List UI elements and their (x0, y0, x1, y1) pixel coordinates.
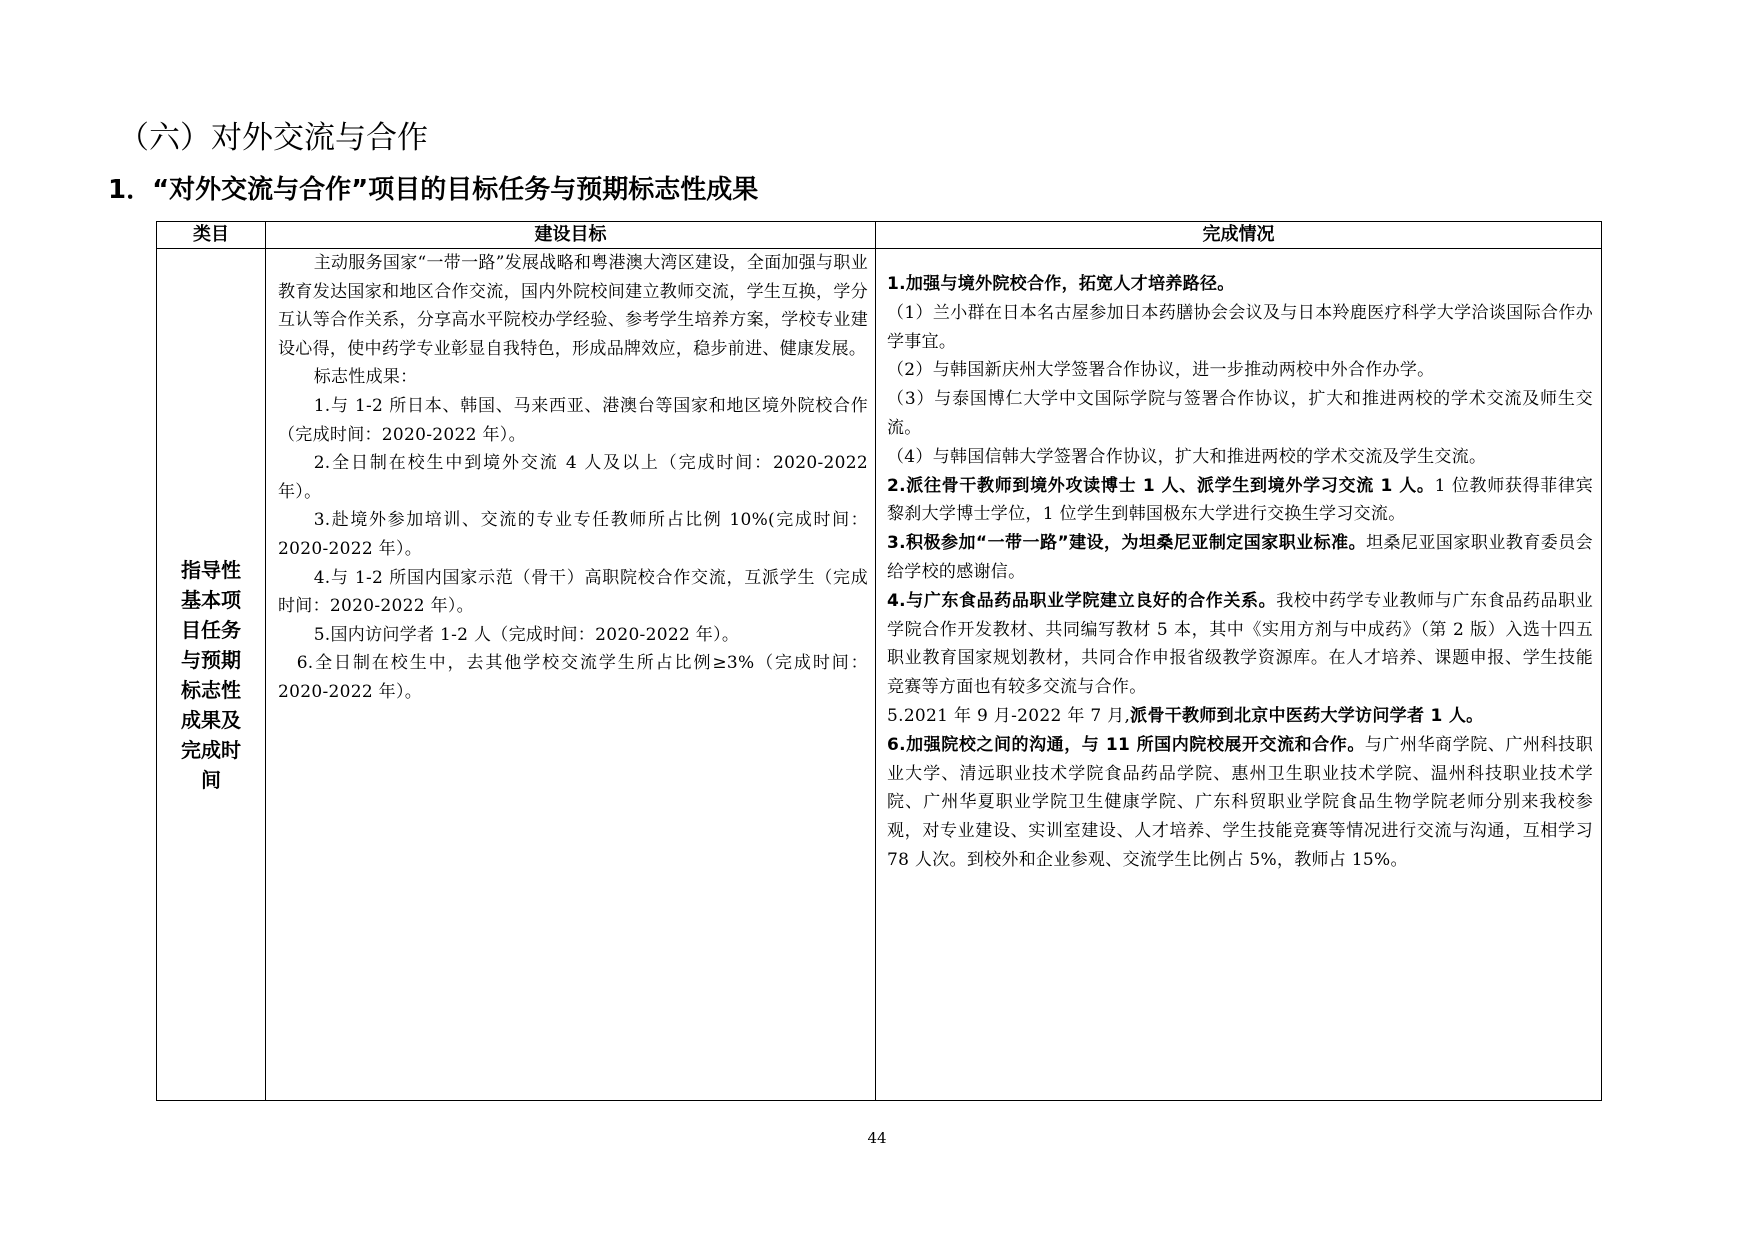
table-row (157, 249, 1602, 1101)
completion-item (887, 731, 1593, 875)
category-cell (157, 249, 266, 1101)
completion-subitem: （3）与泰国博仁大学中文国际学院与签署合作协议，扩大和推进两校的学术交流及师生交流。 (887, 389, 1593, 438)
outcome-item: 4.与 1-2 所国内国家示范（骨干）高职院校合作交流，互派学生（完成时间：2020-2022 年）。 (278, 567, 868, 617)
completion-heading: 4.与广东食品药品职业学院建立良好的合作关系。 (887, 590, 1277, 611)
outcome-item: 5.国内访问学者 1-2 人（完成时间：2020-2022 年）。 (313, 624, 740, 645)
completion-text: 1 位教师获得菲律宾黎刹大学博士学位，1 位学生到韩国极东大学进行交换生学习交流。 (887, 475, 1593, 525)
completion-text: 5.2021 年 9 月-2022 年 7 月, (887, 705, 1131, 726)
goals-cell (266, 249, 876, 1101)
goals-intro: 主动服务国家“一带一路”发展战略和粤港澳大湾区建设，全面加强与职业教育发达国家和地区合作交流，国内外院校间建立教师交流，学生互换，学分互认等合作关系，分享高水平院校办学经验、参考学生培养方案，学校专业建设心得，使中药学专业彰显自我特色，形成品牌效应，稳步前进、健康发展。 (278, 253, 868, 359)
category-label: 指导性基本项目任务与预期标志性成果及完成时间 (181, 557, 241, 792)
section-title: （六）对外交流与合作 (118, 120, 428, 156)
outcomes-label: 标志性成果： (313, 367, 418, 388)
completion-text: 与广州华商学院、广州科技职业大学、清远职业技术学院食品药品学院、惠州卫生职业技术学院、温州科技职业技术学院、广州华夏职业学院卫生健康学院、广东科贸职业学院食品生物学院老师分别来我校参观，对专业建设、实训室建设、人才培养、学生技能竞赛等情况进行交流与沟通，互相学习 78 人次。到校外和企业参观、交流学生比例占 5%，教师占 15%。 (887, 734, 1593, 870)
completion-item (887, 472, 1593, 530)
header-completion: 完成情况 (876, 222, 1602, 249)
completion-text: 我校中药学专业教师与广东食品药品职业学院合作开发教材、共同编写教材 5 本，其中《实用方剂与中成药》（第 2 版）入选十四五职业教育国家规划教材，共同合作申报省级教学资源库。在人才培养、课题申报、学生技能竞赛等方面也有较多交流与合作。 (887, 590, 1593, 698)
page-number: 44 (867, 1129, 887, 1147)
completion-heading: 2.派往骨干教师到境外攻读博士 1 人、派学生到境外学习交流 1 人。 (887, 475, 1435, 496)
completion-cell (876, 249, 1602, 1101)
outcome-item: 6.全日制在校生中，去其他学校交流学生所占比例≥3%（完成时间：2020-2022 年）。 (278, 653, 868, 702)
table-header-row (157, 222, 1602, 249)
header-category: 类目 (157, 222, 266, 249)
completion-heading: 6.加强院校之间的沟通，与 11 所国内院校展开交流和合作。 (887, 734, 1365, 755)
completion-text: 坦桑尼亚国家职业教育委员会给学校的感谢信。 (887, 533, 1593, 582)
completion-subitem: （4）与韩国信韩大学签署合作协议，扩大和推进两校的学术交流及学生交流。 (887, 446, 1487, 467)
completion-subitem: （1）兰小群在日本名古屋参加日本药膳协会会议及与日本羚鹿医疗科学大学洽谈国际合作办学事宜。 (887, 302, 1593, 352)
completion-heading: 3.积极参加“一带一路”建设，为坦桑尼亚制定国家职业标准。 (887, 533, 1367, 554)
completion-heading: 1.加强与境外院校合作，拓宽人才培养路径。 (887, 274, 1235, 294)
goals-table (156, 221, 1602, 1101)
subsection-title: 1．“对外交流与合作”项目的目标任务与预期标志性成果 (108, 175, 759, 205)
header-goals: 建设目标 (266, 222, 876, 249)
completion-subitem: （2）与韩国新庆州大学签署合作协议，进一步推动两校中外合作办学。 (887, 360, 1435, 381)
completion-item (887, 270, 1593, 299)
outcome-item: 1.与 1-2 所日本、韩国、马来西亚、港澳台等国家和地区境外院校合作（完成时间：2020-2022 年）。 (278, 395, 868, 445)
completion-item (887, 702, 1593, 731)
completion-item (887, 587, 1593, 702)
completion-heading: 派骨干教师到北京中医药大学访问学者 1 人。 (1130, 705, 1484, 726)
outcome-item: 3.赴境外参加培训、交流的专业专任教师所占比例 10%(完成时间：2020-2022 年）。 (278, 510, 868, 559)
completion-item (887, 529, 1593, 587)
outcome-item: 2.全日制在校生中到境外交流 4 人及以上（完成时间：2020-2022 年）。 (278, 453, 868, 502)
